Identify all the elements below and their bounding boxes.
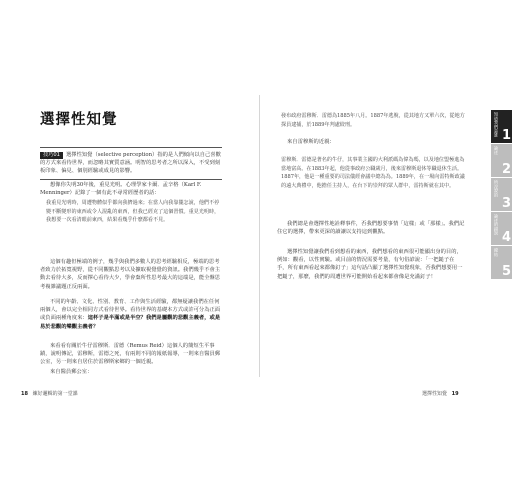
paragraph-text: 不同的年齡、文化、性別、教育、工作與生活經驗，都無疑讓我們在任何兩個人，會以完全相同方式看待世界。看待世界的基礎本方式或許可分為正面或負面兩種角度來： bbox=[40, 299, 221, 322]
chapter-tab-5[interactable] bbox=[491, 246, 512, 280]
paragraph: 選擇性知覺讓我們看到想看的東西，我們想看的東西很可能顯出身的目的，例如：觀看，以性實驗。或目前的情況需要考量，有句俗諺說：「一把鎚子在手，所有東西看起來都像釘子」這句話凸顯了選擇性知覺現象，否我們想要用一把鎚子，那麼，我們的周遭世界可能開始看起來都會像是充滿釘子！ bbox=[277, 249, 463, 280]
page-gutter bbox=[259, 95, 260, 377]
chapter-tab-number: 5 bbox=[501, 264, 511, 279]
chapter-tabs bbox=[491, 110, 512, 280]
chapter-tab-number: 3 bbox=[501, 196, 511, 211]
tip-box bbox=[40, 147, 222, 180]
chapter-tab-label: 知道我們是誰 bbox=[494, 112, 499, 138]
running-title: 選擇性知覺 bbox=[422, 391, 448, 397]
chapter-tab-3[interactable] bbox=[491, 178, 512, 212]
page-title: 選擇性知覺 bbox=[40, 112, 118, 128]
block-quote: 我重見光明時，周遭物體似乎都向我擠過來；在當人向我靠攏怎說，他們不停變不斷變形的東西或令人混亂的東西，但我已經克了這個習慣。重見光明時，我想要一次看清眼前東西，結果看幾乎什麼都看不見。 bbox=[46, 200, 220, 223]
page-number: 18 bbox=[21, 391, 28, 397]
paragraph: 來看看有關於牛仔雷穆斯．雷德（Remus Reid）這個人的簡短生平事蹟，說明傳記，雷穆斯，雷德之死，有兩則不同的報紙報導，一則來自醫員郵公室，另一則來自居住於雷穆斯家鄉的一個近親。 bbox=[40, 343, 221, 366]
chapter-tab-label: 論述的錯誤 bbox=[494, 214, 499, 235]
paragraph: 這個有趣但極端的例子，幾乎與我們多數人的思考經驗相反，極端的思考者致力於拓寬視野，從不同觀點思考以及擴取視覺覺的資訊。我們幾乎不會主動去看待大多，反而擇心看待大少，學會棄所性思考最大的這端是，能全盤思考複雜議題正反兩面。 bbox=[40, 259, 221, 290]
chapter-tab-number: 1 bbox=[501, 128, 511, 143]
chapter-tab-number: 2 bbox=[501, 162, 511, 177]
highlighted-question: 這杯子是半滿或是半空？我們是屬觀的悲觀主義者，或是易於悲觀的樂觀主義者？ bbox=[40, 315, 221, 330]
left-footer bbox=[18, 390, 78, 397]
chapter-tab-number: 4 bbox=[501, 230, 511, 245]
paragraph: 想像你失明30年後，重見光明。心理學家卡爾．孟辛格（Karl F. Menninger）記錄了一個有此不尋常經歷者的話： bbox=[40, 182, 202, 197]
block-quote: 雷穆斯．雷德是著名的牛仔，其事業主國的大利派碼為偉為瑪，以及地位盟極進為當地富高。在1883年起，他從事政府公職歲月，後來雷穆斯退休等職退休生活。1887年，他是一種重要的司法儀經會議中總為為。1889年，在一場向雷特斯政議的遠大典禮中，他擔任主持人，在台下的崇拜的眾人群中，雷持斯就在其中。 bbox=[281, 157, 465, 189]
chapter-tab-label: 所沒說的 bbox=[494, 180, 499, 197]
paragraph bbox=[40, 298, 222, 331]
page-number: 19 bbox=[451, 391, 459, 397]
chapter-tab-4[interactable] bbox=[491, 212, 512, 246]
chapter-tab-label: 總結 bbox=[494, 248, 499, 257]
chapter-tab-2[interactable] bbox=[491, 144, 512, 178]
running-title: 練好邏輯的第一堂課 bbox=[32, 391, 78, 397]
chapter-tab-1[interactable] bbox=[491, 110, 512, 144]
paragraph: 我們總是會選擇性地詮釋事件，否我們想要事情「這樣」或「那樣」。我們記住它的選擇，帶來更深的讀讓以支持這到觀點。 bbox=[277, 221, 465, 236]
block-quote: 發布政府雷穆斯．雷德為1885年八月。1887年逃脫，從其地方又單六次，從地方探員逮捕，於1889年判處絞刑。 bbox=[281, 113, 465, 128]
tip-text: 選擇性知覺（selective perception）指的是人們傾向以自己喜歡的方式來看待世界，而忽略其實質意涵。明智的思考者之所以深入，不受到刻板印象、偏見、個別經驗或成見的影響。 bbox=[40, 152, 221, 174]
tip-label: 技巧01 bbox=[40, 152, 63, 159]
paragraph: 來自醫員郵公室： bbox=[50, 369, 93, 375]
paragraph: 來自雷穆斯的近親： bbox=[287, 139, 335, 145]
chapter-tab-label: 論述 bbox=[494, 146, 499, 155]
right-footer bbox=[422, 390, 462, 397]
